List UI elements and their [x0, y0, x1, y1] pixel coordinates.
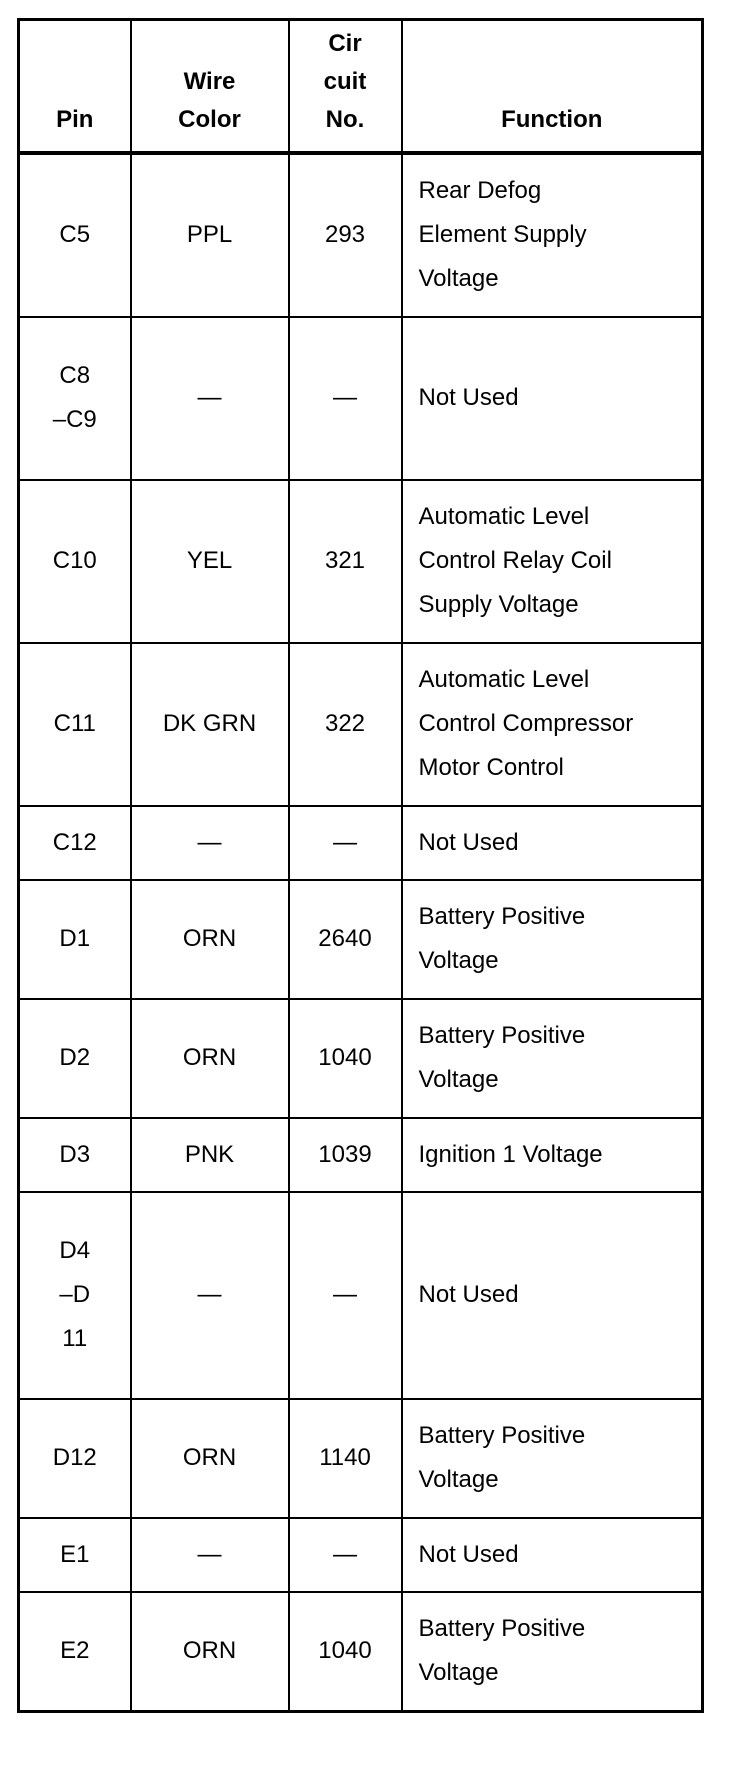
cell-circuit: 2640: [289, 880, 402, 999]
cell-wire-color: —: [131, 317, 289, 480]
cell-pin: C11: [19, 643, 131, 806]
cell-wire-color: PPL: [131, 153, 289, 317]
table-row: [19, 1399, 703, 1518]
table-header: [19, 20, 703, 153]
cell-wire-color: —: [131, 1518, 289, 1592]
cell-wire-color: —: [131, 806, 289, 880]
connector-pinout-table: [17, 18, 704, 1713]
table-row: [19, 480, 703, 643]
cell-circuit: 1140: [289, 1399, 402, 1518]
table-row: [19, 806, 703, 880]
cell-wire-color: ORN: [131, 1399, 289, 1518]
cell-circuit: —: [289, 806, 402, 880]
connector-pinout-table-container: [17, 18, 704, 1713]
cell-pin: C10: [19, 480, 131, 643]
cell-circuit: 1040: [289, 999, 402, 1118]
table-row: [19, 1192, 703, 1399]
table-row: [19, 999, 703, 1118]
cell-circuit: 1040: [289, 1592, 402, 1712]
table-row: [19, 880, 703, 999]
cell-function: Battery Positive Voltage: [402, 999, 703, 1118]
table-row: [19, 1592, 703, 1712]
cell-pin: D3: [19, 1118, 131, 1192]
cell-wire-color: PNK: [131, 1118, 289, 1192]
header-pin: Pin: [19, 20, 131, 153]
cell-pin: D12: [19, 1399, 131, 1518]
header-circuit-no: Cir cuit No.: [289, 20, 402, 153]
cell-circuit: —: [289, 317, 402, 480]
cell-pin: D4 –D 11: [19, 1192, 131, 1399]
cell-function: Automatic Level Control Relay Coil Supply Voltage: [402, 480, 703, 643]
cell-function: Not Used: [402, 806, 703, 880]
cell-wire-color: ORN: [131, 880, 289, 999]
cell-function: Battery Positive Voltage: [402, 1592, 703, 1712]
cell-circuit: 293: [289, 153, 402, 317]
header-row: [19, 20, 703, 153]
cell-pin: D2: [19, 999, 131, 1118]
header-function: Function: [402, 20, 703, 153]
cell-pin: C8 –C9: [19, 317, 131, 480]
header-wire-color: Wire Color: [131, 20, 289, 153]
cell-circuit: 321: [289, 480, 402, 643]
cell-wire-color: YEL: [131, 480, 289, 643]
cell-function: Not Used: [402, 1192, 703, 1399]
cell-function: Not Used: [402, 317, 703, 480]
cell-pin: E2: [19, 1592, 131, 1712]
cell-circuit: 1039: [289, 1118, 402, 1192]
cell-function: Battery Positive Voltage: [402, 1399, 703, 1518]
cell-pin: C12: [19, 806, 131, 880]
table-row: [19, 153, 703, 317]
cell-wire-color: —: [131, 1192, 289, 1399]
cell-pin: D1: [19, 880, 131, 999]
table-row: [19, 1118, 703, 1192]
cell-function: Battery Positive Voltage: [402, 880, 703, 999]
cell-function: Rear Defog Element Supply Voltage: [402, 153, 703, 317]
table-row: [19, 1518, 703, 1592]
table-body: [19, 153, 703, 1712]
cell-circuit: —: [289, 1192, 402, 1399]
cell-pin: E1: [19, 1518, 131, 1592]
cell-function: Automatic Level Control Compressor Motor Control: [402, 643, 703, 806]
cell-circuit: 322: [289, 643, 402, 806]
cell-circuit: —: [289, 1518, 402, 1592]
table-row: [19, 317, 703, 480]
table-row: [19, 643, 703, 806]
cell-pin: C5: [19, 153, 131, 317]
cell-function: Not Used: [402, 1518, 703, 1592]
cell-wire-color: DK GRN: [131, 643, 289, 806]
cell-function: Ignition 1 Voltage: [402, 1118, 703, 1192]
cell-wire-color: ORN: [131, 999, 289, 1118]
cell-wire-color: ORN: [131, 1592, 289, 1712]
